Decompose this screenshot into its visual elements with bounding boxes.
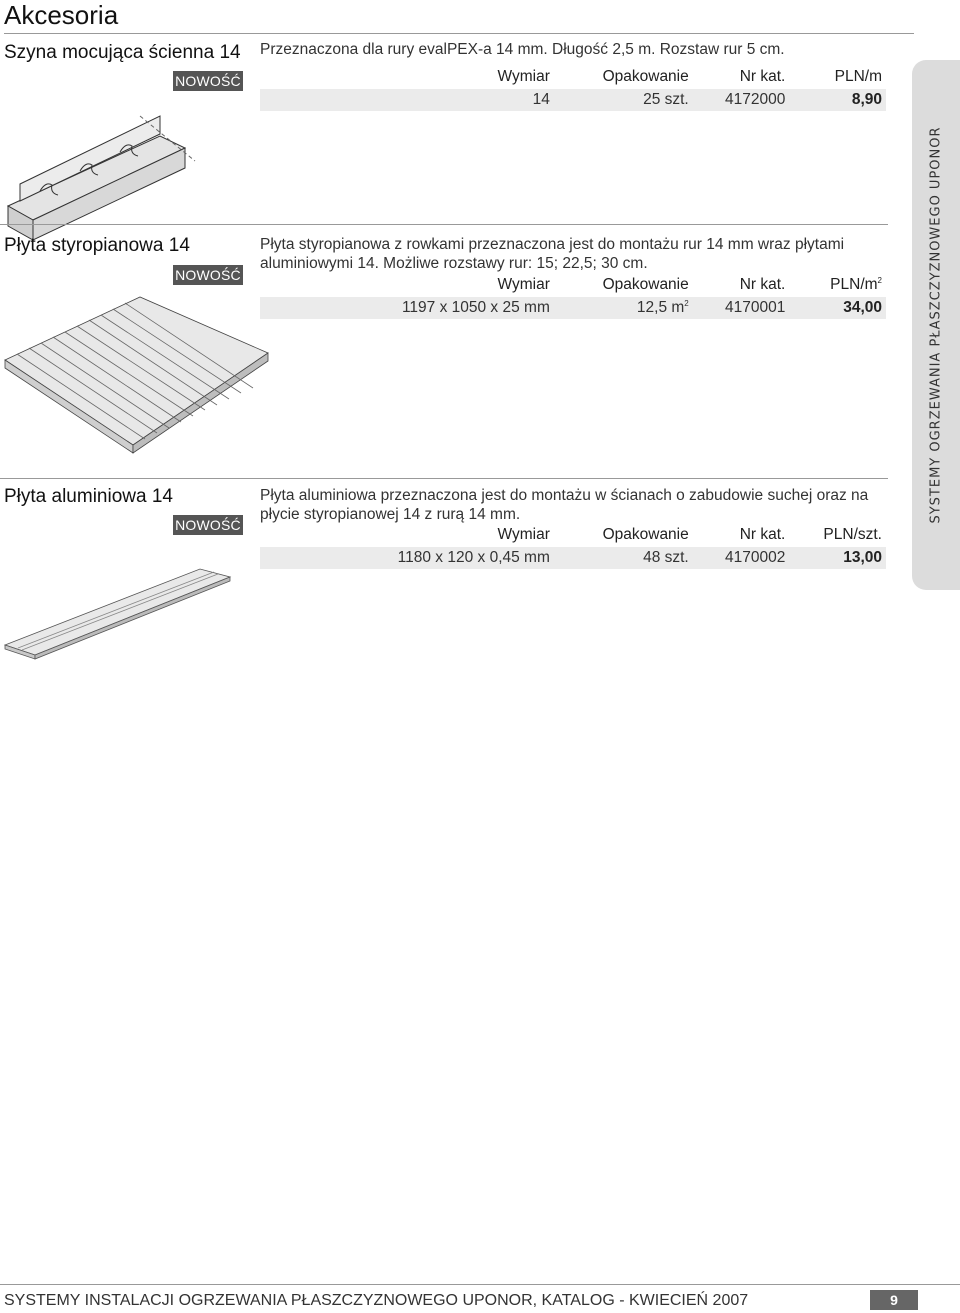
table-row xyxy=(260,89,886,111)
cell-pack: 48 szt. xyxy=(643,549,689,567)
new-badge: NOWOŚĆ xyxy=(173,71,243,91)
product-name: Szyna mocująca ścienna 14 xyxy=(4,42,241,63)
page-number: 9 xyxy=(870,1290,918,1310)
header-pack: Opakowanie xyxy=(602,276,689,293)
product-name: Płyta aluminiowa 14 xyxy=(4,486,173,507)
spec-table xyxy=(260,65,886,111)
cell-price: 13,00 xyxy=(843,549,882,566)
footer-text: SYSTEMY INSTALACJI OGRZEWANIA PŁASZCZYZNOWEGO UPONOR, KATALOG - KWIECIEŃ 2007 xyxy=(4,1292,749,1309)
cell-cat: 4170001 xyxy=(725,299,786,316)
spec-table xyxy=(260,273,886,319)
product-description: Płyta styropianowa z rowkami przeznaczona jest do montażu rur 14 mm wraz płytami aluminiowymi 14. Możliwe rozstawy rur: 15; 22,5; 30 cm. xyxy=(260,236,845,272)
table-row xyxy=(260,297,886,319)
cell-pack: 12,5 $m^2$ xyxy=(636,298,689,317)
cell-price: 34,00 xyxy=(843,299,882,316)
product-section-aluminium-plate xyxy=(0,478,888,668)
product-description: Przeznaczona dla rury evalPEX-a 14 mm. Długość 2,5 m. Rozstaw rur 5 cm. xyxy=(260,41,785,58)
cell-pack: 25 szt. xyxy=(643,91,689,109)
side-label: SYSTEMY OGRZEWANIA PŁASZCZYZNOWEGO UPONOR xyxy=(928,126,944,524)
header-cat: Nr kat. xyxy=(739,68,786,85)
product-section-rail xyxy=(0,34,888,224)
foam-board-illustration xyxy=(0,285,275,465)
new-badge: NOWOŚĆ xyxy=(173,515,243,535)
header-size: Wymiar xyxy=(497,68,550,85)
new-badge: NOWOŚĆ xyxy=(173,265,243,285)
aluminium-plate-illustration xyxy=(0,563,240,673)
footer xyxy=(0,1284,960,1313)
cell-size: 1197 x 1050 x 25 mm xyxy=(401,299,550,316)
product-name: Płyta styropianowa 14 xyxy=(4,235,190,256)
cell-price: 8,90 xyxy=(851,91,882,108)
header-price: PLN/m xyxy=(834,68,882,86)
product-section-foam-board xyxy=(0,224,888,478)
header-pack: Opakowanie xyxy=(602,526,689,543)
cell-size: 14 xyxy=(532,91,550,108)
header-size: Wymiar xyxy=(497,526,550,543)
header-size: Wymiar xyxy=(497,276,550,293)
header-price: PLN/$m^2$ xyxy=(830,275,882,294)
spec-table xyxy=(260,523,886,569)
header-price: PLN/szt. xyxy=(823,526,882,544)
header-pack: Opakowanie xyxy=(602,68,689,85)
cell-cat: 4170002 xyxy=(725,549,786,566)
page-title: Akcesoria xyxy=(4,0,914,34)
cell-cat: 4172000 xyxy=(725,91,786,108)
product-description: Płyta aluminiowa przeznaczona jest do montażu w ścianach o zabudowie suchej oraz na płycie styropianowej 14 z rurą 14 mm. xyxy=(260,487,869,523)
cell-size: 1180 x 120 x 0,45 mm xyxy=(397,549,550,566)
table-row xyxy=(260,547,886,569)
header-cat: Nr kat. xyxy=(739,276,786,293)
header-cat: Nr kat. xyxy=(739,526,786,543)
